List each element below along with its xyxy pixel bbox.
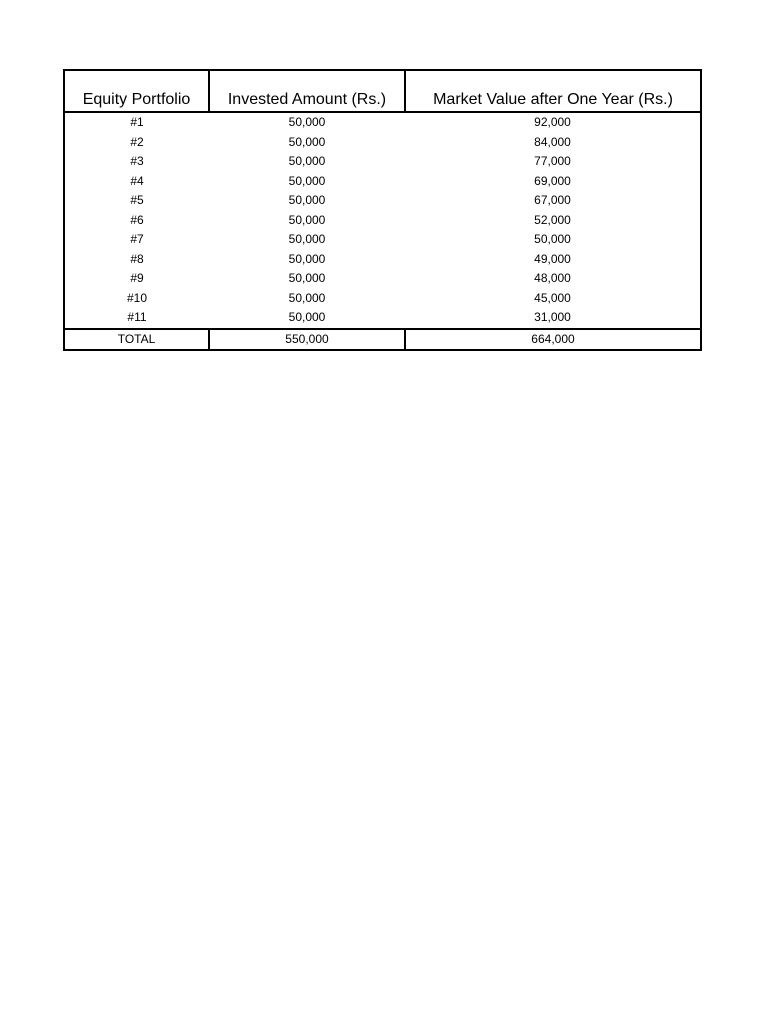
portfolio-cell: #3: [64, 152, 209, 172]
invested-cell: 50,000: [288, 173, 326, 188]
header-row: [64, 70, 701, 112]
invested-cell: 50,000: [288, 134, 326, 149]
table-row: [64, 308, 701, 329]
invested-cell: 50,000: [288, 251, 326, 266]
market-value-cell: 31,000: [405, 308, 701, 329]
total-invested: 550,000: [209, 329, 405, 350]
invested-cell: 50,000: [288, 193, 326, 207]
market-value-cell: 84,000: [405, 133, 701, 153]
market-value-cell: 49,000: [405, 250, 701, 270]
table-row: [64, 269, 701, 289]
portfolio-cell: #11: [64, 308, 209, 329]
market-value-cell: 50,000: [405, 230, 701, 250]
portfolio-cell: #10: [64, 289, 209, 309]
table-footer: [64, 329, 701, 350]
market-value-cell: 52,000: [405, 211, 701, 231]
invested-cell: 50,000: [288, 310, 326, 324]
table-row: [64, 152, 701, 172]
market-value-cell: 69,000: [405, 172, 701, 192]
header-equity-portfolio: Equity Portfolio: [64, 70, 209, 112]
table-body: [64, 112, 701, 329]
market-value-cell: 67,000: [405, 191, 701, 211]
market-value-cell: 48,000: [405, 269, 701, 289]
invested-cell: 50,000: [288, 271, 326, 285]
invested-cell: 50,000: [288, 232, 326, 246]
portfolio-sheet: [63, 69, 700, 351]
table-row: [64, 133, 701, 153]
table-row: [64, 191, 701, 211]
portfolio-cell: #6: [64, 211, 209, 231]
portfolio-table: [63, 69, 702, 351]
portfolio-cell: #4: [64, 172, 209, 192]
invested-cell: 50,000: [288, 154, 326, 168]
table-row: [64, 172, 701, 192]
total-market-value: 664,000: [405, 329, 701, 350]
table-row: [64, 289, 701, 309]
total-row: [64, 329, 701, 350]
portfolio-cell: #8: [64, 250, 209, 270]
table-row: [64, 211, 701, 231]
header-market-value: Market Value after One Year (Rs.): [405, 70, 701, 112]
table-row: [64, 250, 701, 270]
market-value-cell: 45,000: [405, 289, 701, 309]
market-value-cell: 92,000: [405, 112, 701, 133]
portfolio-cell: #7: [64, 230, 209, 250]
portfolio-cell: #5: [64, 191, 209, 211]
invested-cell: 50,000: [288, 115, 326, 129]
market-value-cell: 77,000: [405, 152, 701, 172]
portfolio-cell: #2: [64, 133, 209, 153]
table-row: [64, 112, 701, 133]
table-row: [64, 230, 701, 250]
portfolio-cell: #1: [64, 112, 209, 133]
total-label: TOTAL: [64, 329, 209, 350]
portfolio-cell: #9: [64, 269, 209, 289]
invested-cell: 50,000: [288, 212, 326, 227]
header-invested-amount: Invested Amount (Rs.): [209, 70, 405, 112]
invested-cell: 50,000: [288, 290, 326, 305]
table-header: [64, 70, 701, 112]
